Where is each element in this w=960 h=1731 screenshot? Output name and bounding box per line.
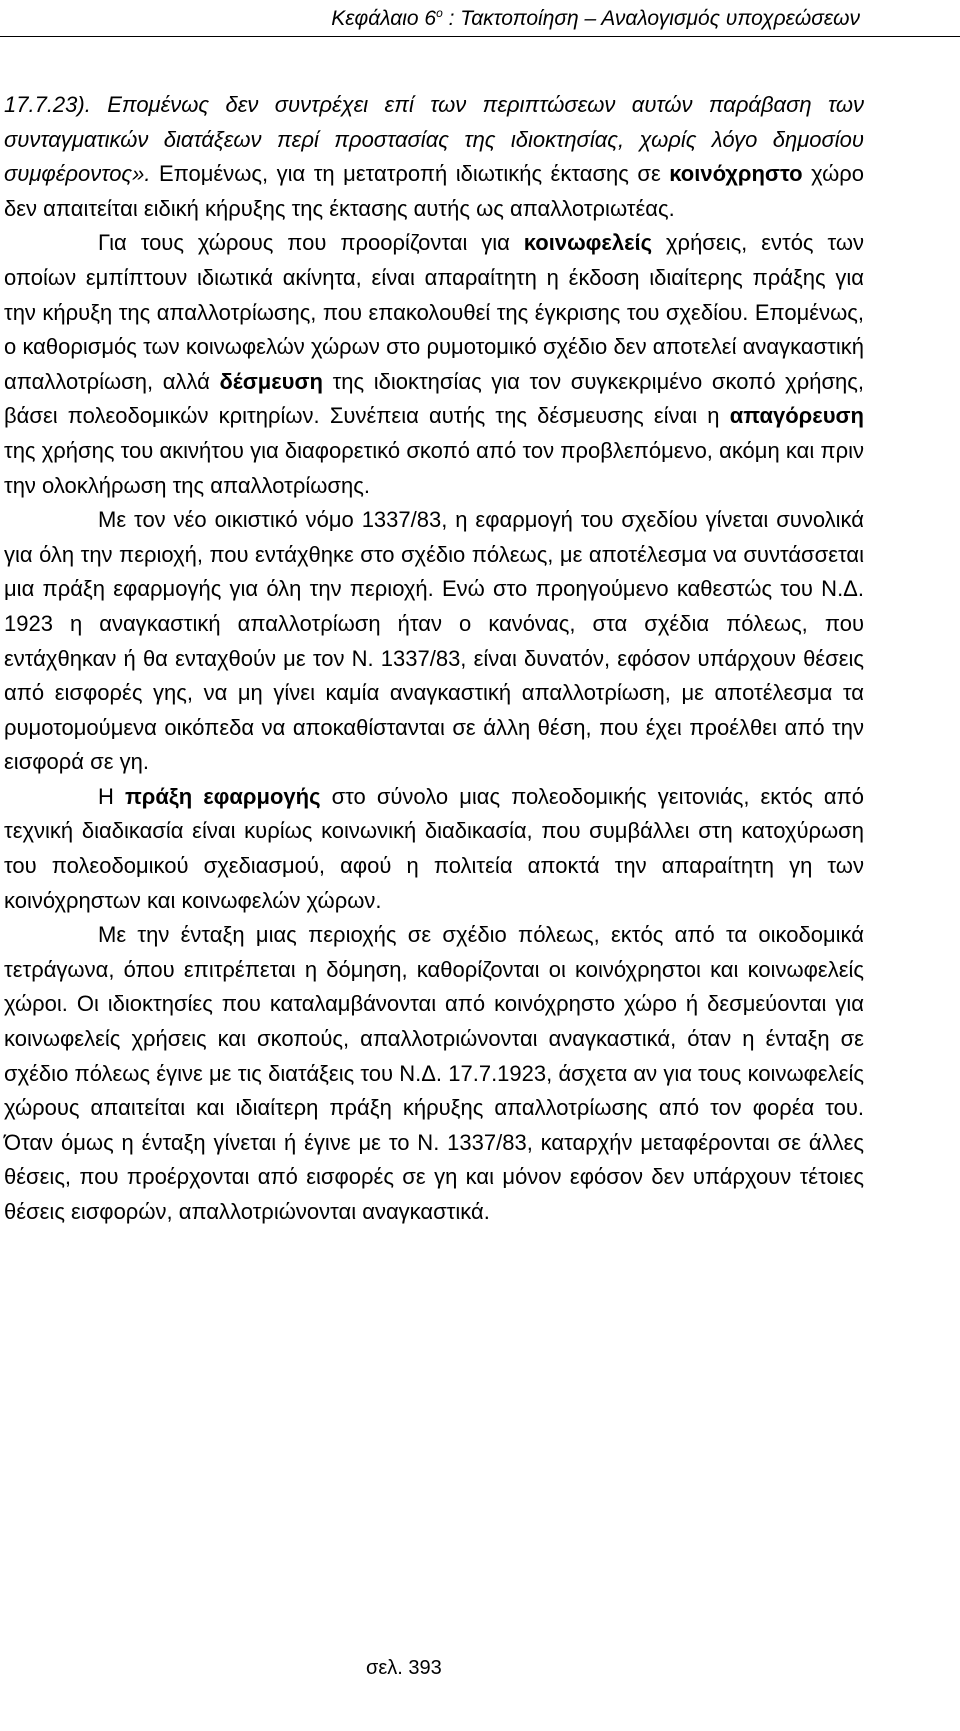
chapter-ordinal: ο <box>436 6 443 20</box>
text-run: στο σύνολο μιας πολεοδομικής γειτονιάς, εκτός από τεχνική διαδικασία είναι κυρίως κοινωνική διαδικασία, που συμβάλλει στη κατοχύρωση του πολεοδομικού σχεδιασμού, αφού η πολιτεία αποκτά την απαραίτητη γη των κοινόχρηστων και κοινωφελών χώρων. <box>4 783 864 913</box>
chapter-title: : Τακτοποίηση – Αναλογισμός υποχρεώσεων <box>442 7 860 30</box>
chapter-label: Κεφάλαιο 6 <box>331 7 437 30</box>
text-run: Για τους χώρους που προορίζονται για <box>98 230 524 256</box>
paragraph-1 <box>4 88 864 226</box>
document-body <box>4 88 864 1230</box>
text-run: Η <box>98 783 125 809</box>
text-run: Επομένως, για τη μετατροπή ιδιωτικής έκτασης σε <box>150 161 670 187</box>
paragraph-5: Με την ένταξη μιας περιοχής σε σχέδιο πόλεως, εκτός από τα οικοδομικά τετράγωνα, όπου επιτρέπεται η δόμηση, καθορίζονται οι κοινόχρηστοι και κοινωφελείς χώροι. Οι ιδιοκτησίες που καταλαμβάνονται από κοινόχρηστο χώρο ή δεσμεύονται για κοινωφελείς χρήσεις και σκοπούς, απαλλοτριώνονται αναγκαστικά, όταν η ένταξη σε σχέδιο πόλεως έγινε με τις διατάξεις του Ν.Δ. 17.7.1923, άσχετα αν για τους κοινωφελείς χώρους απαιτείται και ιδιαίτερη πράξη κήρυξης απαλλοτρίωσης από τον φορέα του. Όταν όμως η ένταξη γίνεται ή έγινε με το Ν. 1337/83, καταρχήν μεταφέρονται σε άλλες θέσεις, που προέρχονται από εισφορές σε γη και μόνον εφόσον δεν υπάρχουν τέτοιες θέσεις εισφορών, απαλλοτριώνονται αναγκαστικά. <box>4 922 864 1224</box>
paragraph-4 <box>4 780 864 918</box>
text-run: χώρο δεν απαιτείται ειδική κήρυξης της έκτασης αυτής ως απαλλοτριωτέας. <box>4 161 865 221</box>
running-header <box>331 6 860 32</box>
term-praxi-efarmogis: πράξη εφαρμογής <box>124 783 321 809</box>
text-run: της ιδιοκτησίας για τον συγκεκριμένο σκοπό χρήσης, βάσει πολεοδομικών κριτηρίων. Συνέπεια αυτής της δέσμευσης είναι η <box>4 368 864 429</box>
quoted-continuation: 17.7.23). Επομένως δεν συντρέχει επί των περιπτώσεων αυτών παράβαση των συνταγματικών διατάξεων περί προστασίας της ιδιοκτησίας, χωρίς λόγο δημοσίου συμφέροντος». <box>4 92 864 187</box>
term-koinochristo: κοινόχρηστο <box>669 161 803 187</box>
paragraph-3: Με τον νέο οικιστικό νόμο 1337/83, η εφαρμογή του σχεδίου γίνεται συνολικά για όλη την περιοχή, που εντάχθηκε στο σχέδιο πόλεως, με αποτέλεσμα να συντάσσεται μια πράξη εφαρμογής για όλη την περιοχή. Ενώ στο προηγούμενο καθεστώς του Ν.Δ. 1923 η αναγκαστική απαλλοτρίωση ήταν ο κανόνας, στα σχέδια πόλεως, που εντάχθηκαν ή θα ενταχθούν με τον Ν. 1337/83, είναι δυνατόν, εφόσον υπάρχουν θέσεις από εισφορές γης, να μη γίνει καμία αναγκαστική απαλλοτρίωση, με αποτέλεσμα τα ρυμοτομούμενα οικόπεδα να αποκαθίστανται σε άλλη θέση, που έχει προέλθει από την εισφορά σε γη. <box>4 507 864 775</box>
header-rule <box>0 36 960 37</box>
page-number: σελ. 393 <box>366 1657 442 1679</box>
text-run: της χρήσης του ακινήτου για διαφορετικό σκοπό από τον προβλεπόμενο, ακόμη και πριν την ολοκλήρωση της απαλλοτρίωσης. <box>4 437 864 498</box>
term-desmefsi: δέσμευση <box>219 368 323 394</box>
paragraph-2 <box>4 226 864 503</box>
term-koinofeleis: κοινωφελείς <box>523 230 653 256</box>
text-run: χρήσεις, εντός των οποίων εμπίπτουν ιδιωτικά ακίνητα, είναι απαραίτητη η έκδοση ιδιαίτερης πράξης για την κήρυξη της απαλλοτρίωσης, που επακολουθεί της έγκρισης του σχεδίου. Επομένως, ο καθορισμός των κοινωφελών χώρων στο ρυμοτομικό σχέδιο δεν αποτελεί αναγκαστική απαλλοτρίωση, αλλά <box>4 230 864 394</box>
term-apagorefsi: απαγόρευση <box>729 403 864 429</box>
